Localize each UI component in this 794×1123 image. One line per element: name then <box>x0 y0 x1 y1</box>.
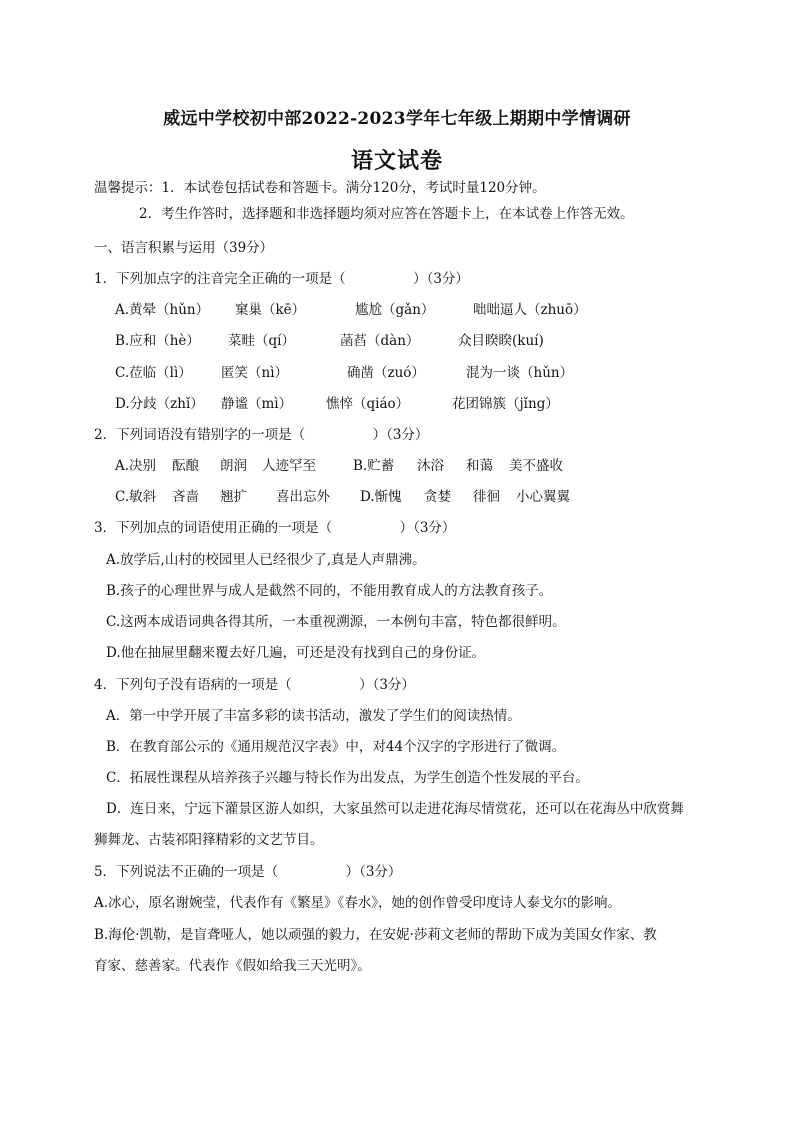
q1-option-b-3: 菡萏（dàn） <box>340 333 420 349</box>
q2-word: 美不盛收 <box>509 458 563 474</box>
q1-option-a-3: 尴尬（gǎn） <box>355 302 435 318</box>
q3-option-a: A.放学后,山村的校园里人已经很少了,真是人声鼎沸。 <box>106 552 426 568</box>
q2-word: 喜出忘外 <box>276 489 330 505</box>
q3-option-d: D.他在抽屉里翻来覆去好几遍，可还是没有找到自己的身份证。 <box>106 645 486 661</box>
q2-word: A.决别 <box>115 458 157 474</box>
q2-word: D.惭愧 <box>360 489 402 505</box>
q5-option-b-cont: 育家、慈善家。代表作《假如给我三天光明》。 <box>94 958 371 974</box>
q1-option-c-1: C.莅临（lì） <box>115 365 192 381</box>
tip-line-2: 2．考生作答时，选择题和非选择题均须对应答在答题卡上，在本试卷上作答无效。 <box>139 206 634 222</box>
q1-option-c-4: 混为一谈（hǔn） <box>466 365 574 381</box>
q3-option-c: C.这两本成语词典各得其所，一本重视溯源，一本例句丰富，特色都很鲜明。 <box>106 614 566 630</box>
question-1-stem: 1．下列加点字的注音完全正确的一项是（ ）（3分） <box>94 271 469 287</box>
q4-option-b: B．在教育部公示的《通用规范汉字表》中，对44个汉字的字形进行了微调。 <box>106 739 566 755</box>
q1-option-a-4: 咄咄逼人（zhuō） <box>473 302 587 318</box>
question-4-stem: 4．下列句子没有语病的一项是（ ）（3分） <box>94 677 415 693</box>
q2-word: 人迹罕至 <box>262 458 316 474</box>
q2-word: 沐浴 <box>417 458 444 474</box>
q2-word: 酝酿 <box>172 458 199 474</box>
q2-word: 贪婪 <box>424 489 451 505</box>
q1-option-b-2: 菜畦（qí） <box>228 333 295 349</box>
page-title: 威远中学校初中部2022-2023学年七年级上期期中学情调研 <box>163 109 631 129</box>
q1-option-a-2: 窠巢（kē） <box>235 302 306 318</box>
q5-option-b: B.海伦·凯勒，是盲聋哑人，她以顽强的毅力，在安妮·莎莉文老师的帮助下成为美国女作家、教 <box>94 927 657 943</box>
q1-option-b-1: B.应和（hè） <box>115 333 200 349</box>
q1-option-c-3: 确凿（zuó） <box>347 365 425 381</box>
q5-option-a: A.冰心，原名谢婉莹，代表作有《繁星》《春水》，她的创作曾受印度诗人泰戈尔的影响。 <box>94 895 622 911</box>
q4-option-d-cont: 狮舞龙、古装祁阳箨精彩的文艺节目。 <box>94 832 324 848</box>
q1-option-d-3: 憔悴（qiáo） <box>326 396 410 412</box>
q2-word: B.贮蓄 <box>353 458 395 474</box>
q1-option-d-2: 静谧（mì） <box>221 396 293 412</box>
question-3-stem: 3．下列加点的词语使用正确的一项是（ ）（3分） <box>94 520 456 536</box>
q2-word: 小心翼翼 <box>516 489 570 505</box>
q1-option-d-4: 花团锦簇（jǐng） <box>452 396 559 412</box>
q1-option-d-1: D.分歧（zhǐ） <box>115 396 204 412</box>
section-heading: 一、语言积累与运用（39分） <box>94 240 274 256</box>
q1-option-c-2: 匿笑（nì） <box>221 365 289 381</box>
q2-word: 吝啬 <box>172 489 199 505</box>
q2-word: 和蔼 <box>466 458 493 474</box>
question-5-stem: 5．下列说法不正确的一项是（ ）（3分） <box>94 864 402 880</box>
q4-option-a: A．第一中学开展了丰富多彩的读书活动，激发了学生们的阅读热情。 <box>106 708 521 724</box>
question-2-stem: 2．下列词语没有错别字的一项是（ ）（3分） <box>94 427 429 443</box>
q1-option-b-4: 众目睽睽(kuí) <box>458 333 544 349</box>
tip-line-1: 温馨提示：1．本试卷包括试卷和答题卡。满分120分，考试时量120分钟。 <box>94 180 546 196</box>
q2-word: 朗润 <box>220 458 247 474</box>
q2-word: C.敏斜 <box>115 489 157 505</box>
q3-option-b: B.孩子的心理世界与成人是截然不同的，不能用教育成人的方法教育孩子。 <box>106 583 553 599</box>
page-subtitle: 语文试卷 <box>350 148 443 174</box>
q2-word: 徘徊 <box>473 489 500 505</box>
q1-option-a-1: A.黄晕（hǔn） <box>115 302 210 318</box>
q4-option-d: D．连日来，宁远下灌景区游人如织，大家虽然可以走进花海尽情赏花，还可以在花海丛中欣赏舞 <box>106 801 684 817</box>
q4-option-c: C．拓展性课程从培养孩子兴趣与特长作为出发点，为学生创造个性发展的平台。 <box>106 770 589 786</box>
q2-word: 翘扩 <box>220 489 247 505</box>
